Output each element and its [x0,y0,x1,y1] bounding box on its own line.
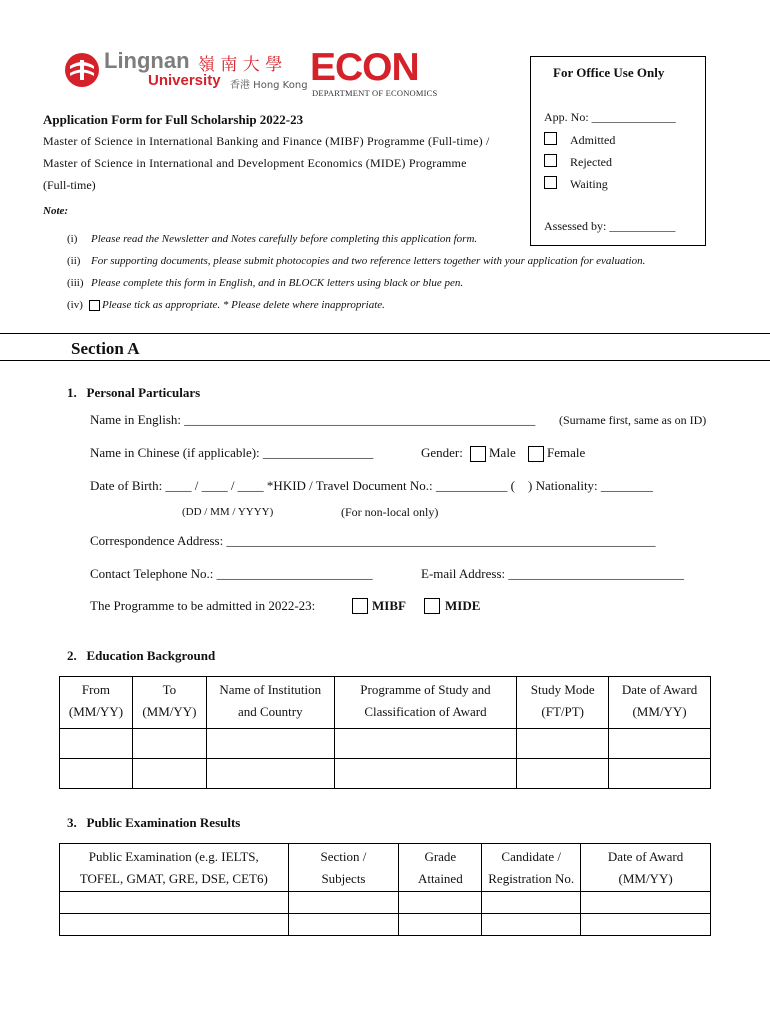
note-label: Note: [43,205,69,217]
dob-format-hint: (DD / MM / YYYY) [182,506,274,518]
address-field[interactable]: Correspondence Address: __________________________________________________________________ [90,533,656,548]
table-cell[interactable] [132,729,206,759]
mibf-label: MIBF [372,598,406,613]
table-cell[interactable] [334,729,517,759]
col-programme: Programme of Study and Classification of Award [334,677,517,729]
phone-field[interactable]: Contact Telephone No.: ________________________ [90,566,373,581]
lingnan-name: Lingnan [104,48,190,73]
mide-label: MIDE [445,598,481,613]
note-item: (iv) Please tick as appropriate. * Please delete where inappropriate. [67,299,385,311]
gender-male-checkbox[interactable] [470,446,486,462]
col-to: To (MM/YY) [132,677,206,729]
gender-label: Gender: [421,445,463,460]
table-cell[interactable] [609,729,711,759]
lingnan-hong-kong: 香港 Hong Kong [230,80,308,91]
note-item: (ii) For supporting documents, please submit photocopies and two reference letters together with your application for evaluation. [67,255,646,267]
econ-wordmark: ECON [310,46,419,89]
table-row [60,892,711,914]
table-header-row [60,844,711,892]
admitted-label: Admitted [570,133,616,147]
col-from: From (MM/YY) [60,677,133,729]
table-cell[interactable] [399,914,482,936]
mide-checkbox[interactable] [424,598,440,614]
tick-example-checkbox [89,300,100,311]
table-cell[interactable] [60,759,133,789]
nonlocal-hint: (For non-local only) [341,505,439,519]
econ-logo [310,46,454,100]
table-row [60,914,711,936]
office-option-admitted[interactable] [544,132,615,148]
table-cell[interactable] [581,914,711,936]
section-divider-top [0,333,770,334]
waiting-label: Waiting [570,177,608,191]
econ-department: DEPARTMENT OF ECONOMICS [312,88,438,98]
office-title: For Office Use Only [553,65,665,80]
table-cell[interactable] [399,892,482,914]
admitted-checkbox[interactable] [544,132,557,145]
table-header-row [60,677,711,729]
gender-male-label: Male [489,445,516,460]
section-divider-bottom [0,360,770,361]
table-cell[interactable] [517,729,609,759]
table-cell[interactable] [288,892,399,914]
note-item: (iii) Please complete this form in English, and in BLOCK letters using black or blue pen. [67,277,464,289]
table-cell[interactable] [482,892,581,914]
email-field[interactable]: E-mail Address: ___________________________ [421,566,684,581]
col-candidate-no: Candidate / Registration No. [482,844,581,892]
office-option-rejected[interactable] [544,154,612,170]
table-cell[interactable] [60,892,289,914]
col-study-mode: Study Mode (FT/PT) [517,677,609,729]
lingnan-emblem-icon [64,52,100,88]
note-item: (i) Please read the Newsletter and Notes carefully before completing this application form. [67,233,478,245]
lingnan-chinese-name: 嶺 南 大 學 [198,55,283,75]
table-cell[interactable] [581,892,711,914]
education-heading: 2. Education Background [67,648,216,663]
name-chinese-field[interactable]: Name in Chinese (if applicable): _________________ [90,445,374,460]
programme-line-3: (Full-time) [43,178,96,192]
col-exam-date: Date of Award (MM/YY) [581,844,711,892]
col-exam: Public Examination (e.g. IELTS, TOFEL, GMAT, GRE, DSE, CET6) [60,844,289,892]
waiting-checkbox[interactable] [544,176,557,189]
assessed-by-field[interactable]: Assessed by: ___________ [544,219,676,233]
section-a-title: Section A [71,339,140,358]
table-cell[interactable] [206,729,334,759]
table-cell[interactable] [132,759,206,789]
office-option-waiting[interactable] [544,176,608,192]
rejected-checkbox[interactable] [544,154,557,167]
lingnan-university: University [148,72,221,89]
gender-female-checkbox[interactable] [528,446,544,462]
table-cell[interactable] [517,759,609,789]
name-english-hint: (Surname first, same as on ID) [559,413,707,427]
lingnan-logo [64,48,308,92]
col-institution: Name of Institution and Country [206,677,334,729]
education-table [59,676,711,789]
table-cell[interactable] [60,729,133,759]
col-subjects: Section / Subjects [288,844,399,892]
exams-heading: 3. Public Examination Results [67,815,241,830]
table-row [60,759,711,789]
mibf-checkbox[interactable] [352,598,368,614]
gender-group [421,445,463,461]
app-no-field[interactable]: App. No: ______________ [544,110,676,124]
table-cell[interactable] [482,914,581,936]
name-english-field[interactable]: Name in English: ______________________________________________________ [90,412,536,427]
programme-line-1: Master of Science in International Banking and Finance (MIBF) Programme (Full-time) / [43,134,490,148]
table-cell[interactable] [334,759,517,789]
table-cell[interactable] [206,759,334,789]
dob-document-nationality-field[interactable]: Date of Birth: ____ / ____ / ____ *HKID / Travel Document No.: ___________ ( ) Nationality: ________ [90,478,653,493]
table-cell[interactable] [60,914,289,936]
col-grade: Grade Attained [399,844,482,892]
programme-line-2: Master of Science in International and Development Economics (MIDE) Programme [43,156,467,170]
programme-admitted-label: The Programme to be admitted in 2022-23: [90,598,316,613]
table-row [60,729,711,759]
personal-heading: 1. Personal Particulars [67,385,201,400]
office-use-box [530,56,706,246]
rejected-label: Rejected [570,155,612,169]
table-cell[interactable] [609,759,711,789]
col-date-award: Date of Award (MM/YY) [609,677,711,729]
form-title: Application Form for Full Scholarship 2022-23 [43,112,304,127]
table-cell[interactable] [288,914,399,936]
gender-female-label: Female [547,445,586,460]
exams-table [59,843,711,936]
